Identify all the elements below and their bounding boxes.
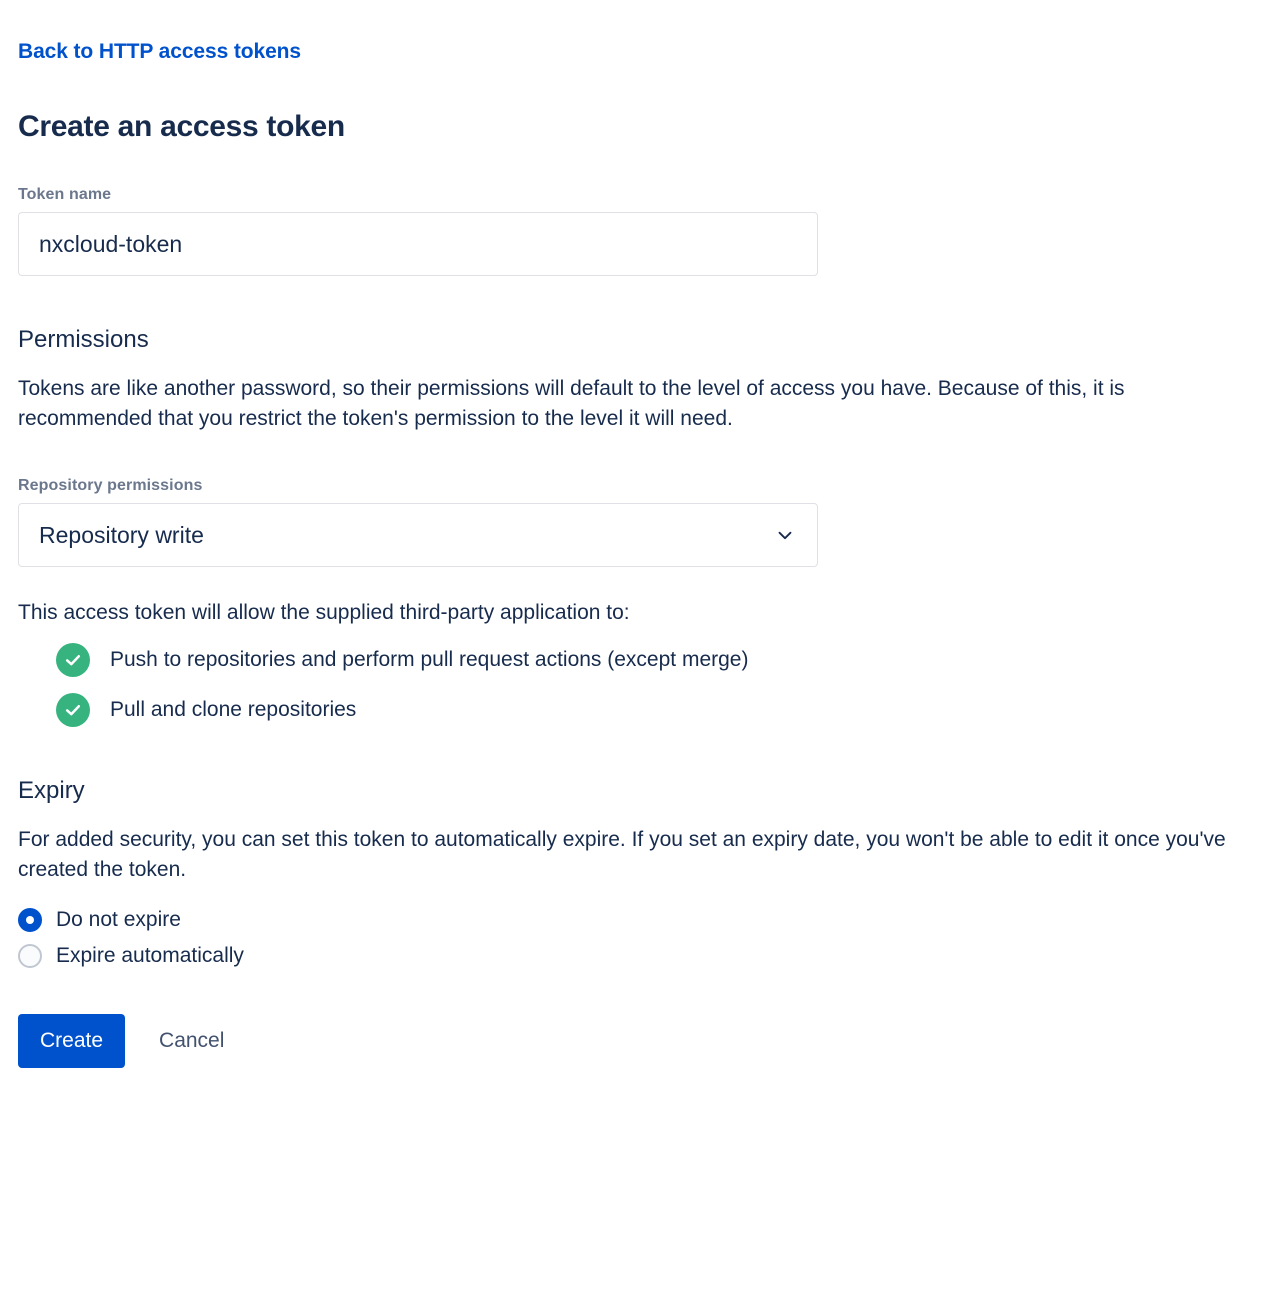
repository-permissions-select[interactable]	[18, 503, 818, 567]
permissions-heading: Permissions	[18, 326, 149, 353]
check-circle-icon	[56, 643, 90, 677]
expiry-heading: Expiry	[18, 776, 85, 804]
cancel-button[interactable]: Cancel	[141, 1014, 242, 1068]
radio-label: Expire automatically	[56, 943, 244, 967]
radio-option-do-not-expire[interactable]	[18, 908, 1256, 932]
permissions-description: Tokens are like another password, so their permissions will default to the level of access you have. Because of this, it is recommended that you restrict the token's permission to the level it will need.	[18, 377, 1125, 431]
allow-text: This access token will allow the supplied third-party application to:	[18, 600, 630, 624]
radio-label: Do not expire	[56, 907, 181, 931]
form-actions	[18, 1014, 1256, 1068]
radio-icon-unselected[interactable]	[18, 944, 42, 968]
allowed-permission-label: Pull and clone repositories	[110, 697, 357, 721]
token-name-label: Token name	[18, 186, 112, 203]
list-item	[18, 643, 1256, 677]
allowed-permissions-list	[18, 643, 1256, 727]
token-name-input[interactable]	[18, 212, 818, 276]
page-title: Create an access token	[18, 110, 345, 143]
create-button[interactable]: Create	[18, 1014, 125, 1068]
repository-permissions-label: Repository permissions	[18, 476, 203, 494]
list-item	[18, 693, 1256, 727]
radio-option-expire-automatically[interactable]	[18, 944, 1256, 968]
allowed-permission-label: Push to repositories and perform pull request actions (except merge)	[110, 647, 749, 671]
expiry-description: For added security, you can set this token to automatically expire. If you set an expiry date, you won't be able to edit it once you've created the token.	[18, 827, 1226, 882]
check-circle-icon	[56, 693, 90, 727]
back-to-http-access-tokens-link[interactable]: Back to HTTP access tokens	[18, 40, 301, 63]
radio-icon-selected[interactable]	[18, 908, 42, 932]
expiry-radio-group	[18, 908, 1256, 968]
repository-permissions-select-wrap	[18, 503, 818, 567]
